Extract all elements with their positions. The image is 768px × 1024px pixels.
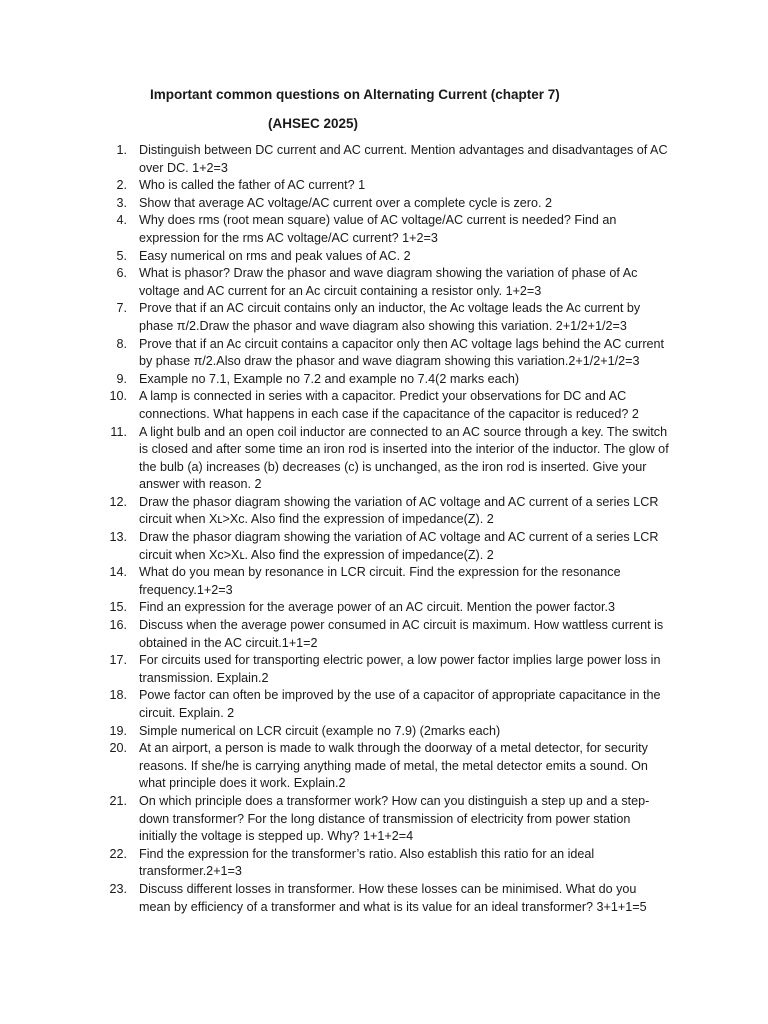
question-item (0, 424, 768, 494)
question-item (0, 793, 768, 846)
question-number: 2. (116, 178, 127, 193)
question-item (0, 564, 768, 599)
question-number: 16. (109, 618, 127, 633)
question-text: What is phasor? Draw the phasor and wave diagram showing the variation of phase of Ac voltage and AC current for an Ac circuit containing a resistor only. 1+2=3 (139, 266, 638, 298)
question-text: A light bulb and an open coil inductor are connected to an AC source through a key. The switch is closed and after some time an iron rod is inserted into the interior of the inductor. The glow of the bulb (a) increases (b) decreases (c) is unchanged, as the iron rod is inserted. Give your answer with reason. 2 (139, 424, 669, 492)
question-text: Prove that if an AC circuit contains only an inductor, the Ac voltage leads the Ac current by phase π/2.Draw the phasor and wave diagram also showing this variation. 2+1/2+1/2=3 (139, 301, 641, 333)
question-text: Prove that if an Ac circuit contains a capacitor only then AC voltage lags behind the AC current by phase π/2.Also draw the phasor and wave diagram showing this variation.2+1/2+1/2=3 (139, 336, 665, 369)
document-title: Important common questions on Alternating Current (chapter 7) (150, 87, 560, 102)
question-number: 23. (109, 881, 127, 896)
question-item (0, 336, 768, 371)
question-item (0, 687, 768, 722)
question-item (0, 652, 768, 687)
question-text: On which principle does a transformer work? How can you distinguish a step up and a step-down transformer? For the long distance of transmission of electricity from power station initially the voltage is stepped up. Why? 1+1+2=4 (139, 793, 650, 844)
question-item (0, 881, 768, 916)
question-number: 9. (116, 371, 127, 386)
question-number: 7. (116, 301, 127, 316)
document-subtitle: (AHSEC 2025) (268, 116, 359, 131)
question-number: 21. (109, 793, 127, 808)
question-text: Example no 7.1, Example no 7.2 and example no 7.4(2 marks each) (139, 371, 520, 386)
question-text: Discuss different losses in transformer. How these losses can be minimised. What do you mean by efficiency of a transformer and what is its value for an ideal transformer? 3+1+1=5 (139, 881, 647, 914)
question-text: For circuits used for transporting electric power, a low power factor implies large power loss in transmission. Explain.2 (139, 653, 661, 685)
question-text: Why does rms (root mean square) value of AC voltage/AC current is needed? Find an expression for the rms AC voltage/AC current? 1+2=3 (139, 213, 617, 245)
question-item (0, 195, 768, 213)
question-number: 17. (109, 653, 127, 668)
question-text: Distinguish between DC current and AC current. Mention advantages and disadvantages of AC over DC. 1+2=3 (139, 143, 668, 175)
question-item (0, 599, 768, 617)
question-text: Draw the phasor diagram showing the variation of AC voltage and AC current of a series LCR circuit when Xʟ>Xᴄ. Also find the expression of impedance(Z). 2 (139, 494, 659, 527)
question-item (0, 248, 768, 266)
question-item (0, 846, 768, 881)
question-item (0, 371, 768, 389)
question-number: 11. (110, 424, 127, 439)
question-text: Simple numerical on LCR circuit (example no 7.9) (2marks each) (139, 723, 501, 738)
question-item (0, 177, 768, 195)
question-text: A lamp is connected in series with a capacitor. Predict your observations for DC and AC connections. What happens in each case if the capacitance of the capacitor is reduced? 2 (139, 389, 639, 421)
question-text: Who is called the father of AC current? 1 (139, 178, 366, 193)
question-text: Show that average AC voltage/AC current over a complete cycle is zero. 2 (139, 195, 552, 210)
question-number: 5. (116, 248, 127, 263)
question-number: 8. (116, 336, 127, 351)
question-text: What do you mean by resonance in LCR circuit. Find the expression for the resonance frequency.1+2=3 (139, 565, 621, 597)
question-text: Find the expression for the transformer’s ratio. Also establish this ratio for an ideal transformer.2+1=3 (139, 846, 595, 879)
question-number: 3. (116, 195, 127, 210)
question-item (0, 142, 768, 177)
question-number: 1. (116, 143, 127, 157)
question-text: Discuss when the average power consumed in AC circuit is maximum. How wattless current is obtained in the AC circuit.1+1=2 (139, 618, 664, 650)
question-item (0, 617, 768, 652)
question-number: 12. (109, 494, 127, 509)
question-item (0, 494, 768, 529)
question-list (0, 142, 768, 916)
question-number: 15. (109, 600, 127, 615)
question-number: 10. (109, 389, 127, 404)
question-number: 13. (109, 530, 127, 545)
question-text: At an airport, a person is made to walk through the doorway of a metal detector, for security reasons. If she/he is carrying anything made of metal, the metal detector emits a sound. On what principle does it work. Explain.2 (139, 741, 648, 791)
question-number: 18. (109, 688, 127, 703)
question-number: 14. (109, 565, 127, 580)
question-item (0, 212, 768, 247)
question-item (0, 723, 768, 741)
question-item (0, 388, 768, 423)
question-item (0, 265, 768, 300)
question-item (0, 300, 768, 335)
question-text: Powe factor can often be improved by the use of a capacitor of appropriate capacitance in the circuit. Explain. 2 (139, 688, 661, 720)
question-item (0, 740, 768, 793)
question-item (0, 529, 768, 564)
question-number: 20. (109, 741, 127, 756)
question-number: 19. (109, 723, 127, 738)
question-number: 6. (116, 266, 127, 281)
question-number: 4. (116, 213, 127, 228)
question-text: Easy numerical on rms and peak values of AC. 2 (139, 248, 411, 263)
question-text: Find an expression for the average power of an AC circuit. Mention the power factor.3 (139, 600, 616, 615)
question-text: Draw the phasor diagram showing the variation of AC voltage and AC current of a series LCR circuit when Xᴄ>Xʟ. Also find the expression of impedance(Z). 2 (139, 530, 659, 562)
question-number: 22. (109, 846, 127, 861)
